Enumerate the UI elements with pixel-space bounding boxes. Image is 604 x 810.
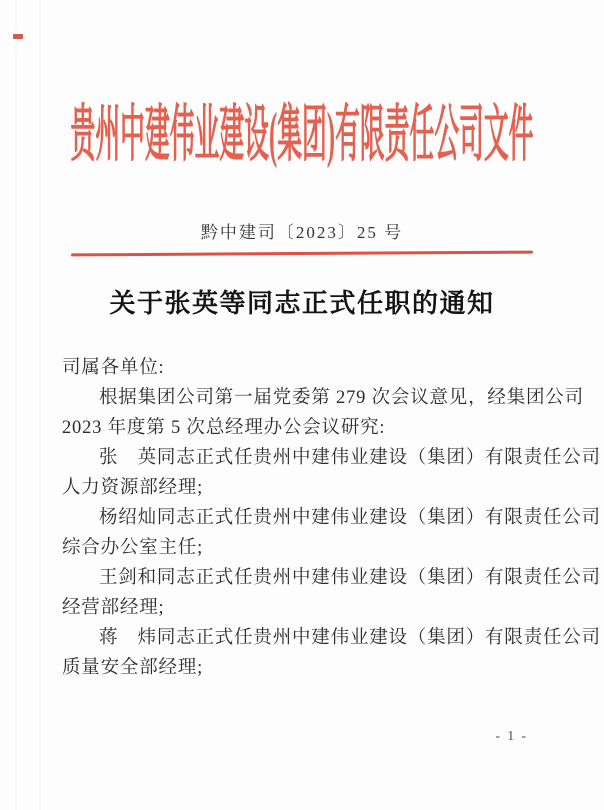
body-line: 综合办公室主任; — [62, 538, 204, 558]
scan-artifact-line — [39, 0, 41, 810]
body-line: 根据集团公司第一届党委第 279 次会议意见，经集团公司 — [99, 388, 584, 408]
page-number: - 1 - — [495, 728, 528, 743]
body-line: 张 英同志正式任贵州中建伟业建设（集团）有限责任公司 — [99, 448, 601, 468]
red-corner-mark — [13, 34, 23, 39]
notice-body — [62, 353, 601, 683]
body-line: 司属各单位: — [62, 358, 165, 378]
scan-artifact-line — [15, 0, 17, 810]
document-number: 黔中建司〔2023〕25 号 — [200, 223, 404, 242]
body-line: 质量安全部经理; — [62, 658, 204, 678]
body-line: 人力资源部经理; — [62, 478, 204, 498]
body-line: 王剑和同志正式任贵州中建伟业建设（集团）有限责任公司 — [99, 568, 601, 588]
body-line: 蒋 炜同志正式任贵州中建伟业建设（集团）有限责任公司 — [99, 628, 601, 648]
letterhead-title: 贵州中建伟业建设(集团)有限责任公司文件 — [70, 101, 534, 169]
body-line: 经营部经理; — [62, 598, 165, 618]
notice-title: 关于张英等同志正式任职的通知 — [109, 289, 495, 318]
red-separator-line — [71, 251, 533, 257]
body-line: 杨绍灿同志正式任贵州中建伟业建设（集团）有限责任公司 — [99, 508, 601, 528]
body-line: 2023 年度第 5 次总经理办公会议研究: — [62, 418, 386, 438]
